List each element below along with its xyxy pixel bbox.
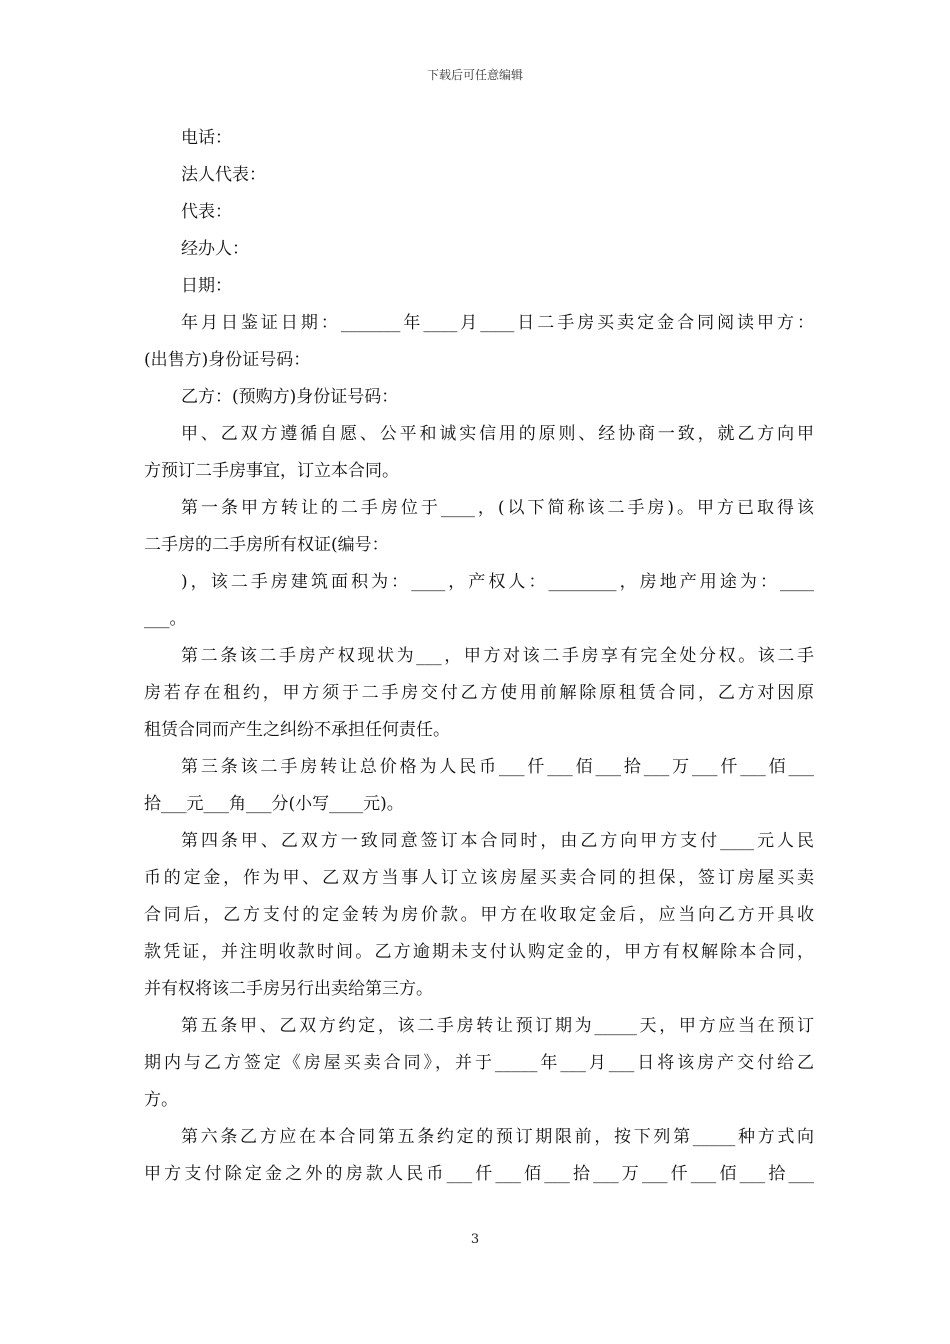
article-4-line-4: 款凭证，并注明收款时间。乙方逾期未支付认购定金的，甲方有权解除本合同， [144,942,814,962]
legal-rep-line: 法人代表： [181,165,266,185]
article-5-line-1: 第五条甲、乙双方约定，该二手房转让预订期为_____天，甲方应当在预订 [181,1016,814,1036]
article-2-line-2: 房若存在租约，甲方须于二手房交付乙方使用前解除原租赁合同，乙方对因原 [144,683,814,703]
date-line: 日期： [181,276,232,296]
article-2-line-3: 租赁合同而产生之纠纷不承担任何责任。 [144,720,450,740]
article-1-line-1: 第一条甲方转让的二手房位于____，(以下简称该二手房)。甲方已取得该 [181,498,814,518]
preamble-line-2: 方预订二手房事宜，订立本合同。 [144,461,399,481]
article-4-line-2: 币的定金，作为甲、乙双方当事人订立该房屋买卖合同的担保，签订房屋买卖 [144,868,814,888]
article-3-line-2: 拾___元___角___分(小写____元)。 [144,794,404,814]
handler-line: 经办人： [181,239,249,259]
article-5-line-2: 期内与乙方签定《房屋买卖合同》，并于_____年___月___日将该房产交付给乙 [144,1053,814,1073]
article-3-line-1: 第三条该二手房转让总价格为人民币___仟___佰___拾___万___仟___佰___ [181,757,814,777]
article-4-line-3: 合同后，乙方支付的定金转为房价款。甲方在收取定金后，应当向乙方开具收 [144,905,814,925]
article-1-line-4: ___。 [144,609,187,629]
article-4-line-5: 并有权将该二手房另行出卖给第三方。 [144,979,433,999]
article-4-line-1: 第四条甲、乙双方一致同意签订本合同时，由乙方向甲方支付____元人民 [181,831,814,851]
document-body [144,120,814,1193]
article-5-line-3: 方。 [144,1090,178,1110]
attestation-line: 年月日鉴证日期：_______年____月____日二手房买卖定金合同阅读甲方： [181,313,814,333]
article-1-line-2: 二手房的二手房所有权证(编号： [144,535,389,555]
article-2-line-1: 第二条该二手房产权现状为___，甲方对该二手房享有完全处分权。该二手 [181,646,814,666]
party-a-id-line: (出售方)身份证号码： [144,350,311,370]
preamble-line-1: 甲、乙双方遵循自愿、公平和诚实信用的原则、经协商一致，就乙方向甲 [181,424,814,444]
page-number: 3 [470,1232,480,1247]
party-b-line: 乙方：(预购方)身份证号码： [181,387,399,407]
page-header: 下载后可任意编辑 [426,68,523,82]
article-6-line-2: 甲方支付除定金之外的房款人民币___仟___佰___拾___万___仟___佰___拾___ [144,1164,814,1184]
phone-line: 电话： [181,128,232,148]
representative-line: 代表： [181,202,232,222]
article-1-line-3: )，该二手房建筑面积为：____，产权人：________，房地产用途为：____ [181,572,814,592]
article-6-line-1: 第六条乙方应在本合同第五条约定的预订期限前，按下列第_____种方式向 [181,1127,814,1147]
